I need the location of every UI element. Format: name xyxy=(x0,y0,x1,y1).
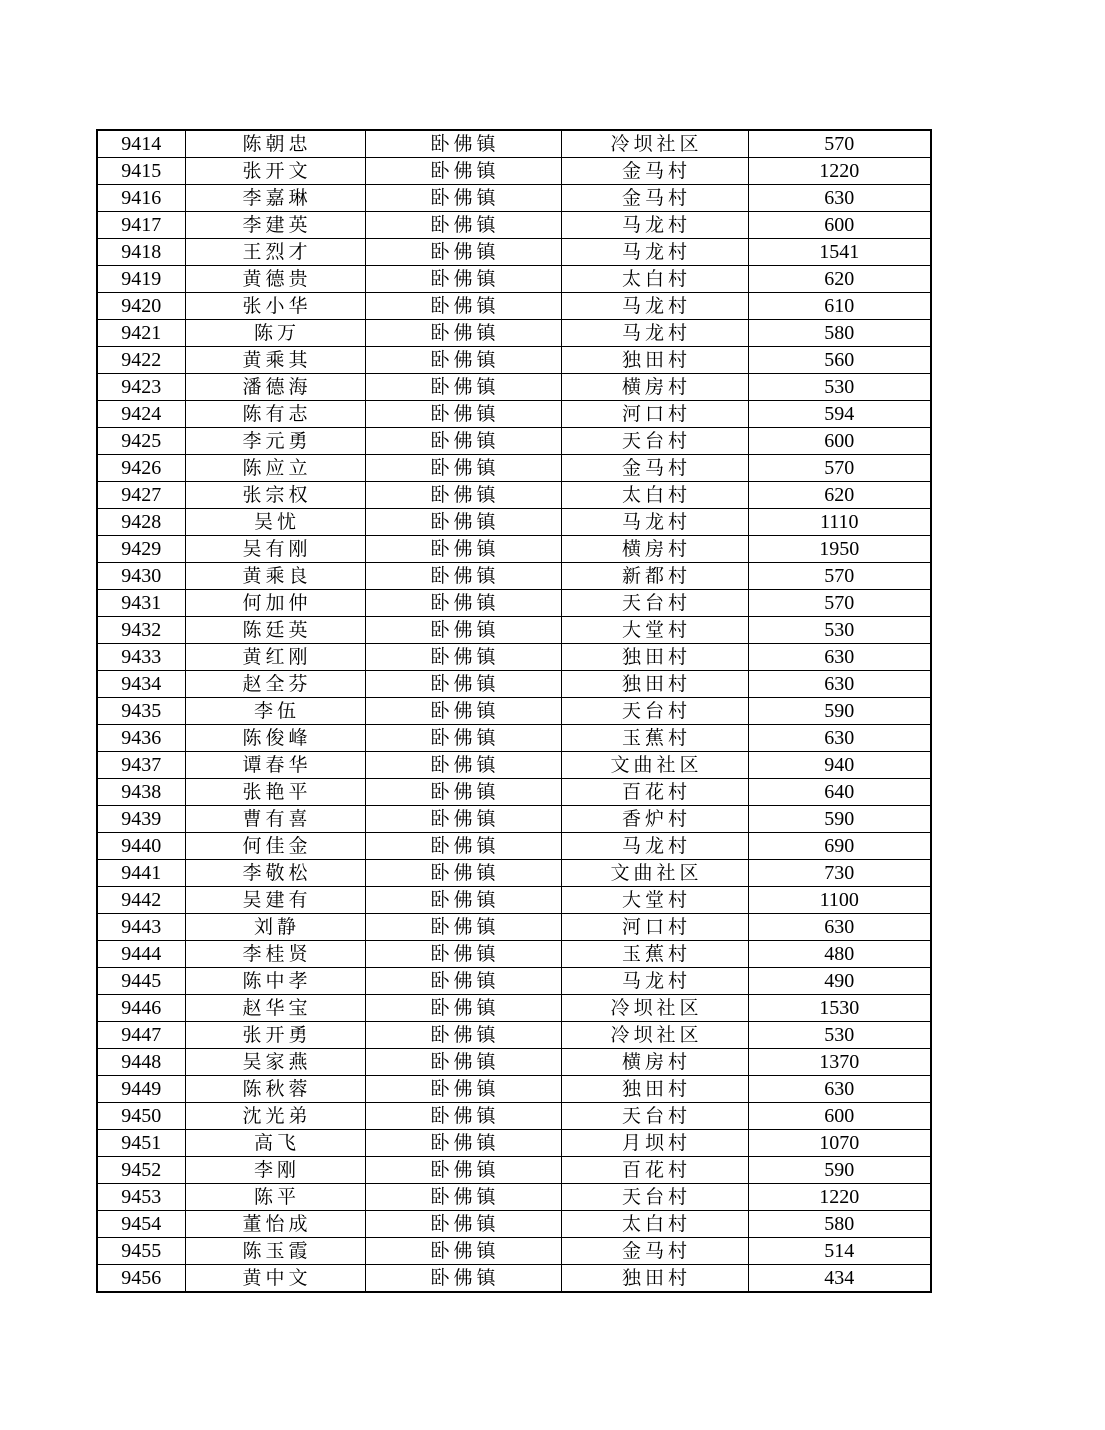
village-cell: 马龙村 xyxy=(561,509,748,536)
village-cell: 河口村 xyxy=(561,914,748,941)
town-cell: 卧佛镇 xyxy=(365,617,561,644)
amount-cell: 610 xyxy=(748,293,931,320)
amount-cell: 570 xyxy=(748,563,931,590)
town-cell: 卧佛镇 xyxy=(365,320,561,347)
town-cell: 卧佛镇 xyxy=(365,1184,561,1211)
id-cell: 9423 xyxy=(97,374,185,401)
id-cell: 9440 xyxy=(97,833,185,860)
table-row xyxy=(97,482,931,509)
id-cell: 9442 xyxy=(97,887,185,914)
amount-cell: 630 xyxy=(748,644,931,671)
id-cell: 9421 xyxy=(97,320,185,347)
name-cell: 吴家燕 xyxy=(185,1049,365,1076)
id-cell: 9417 xyxy=(97,212,185,239)
name-cell: 黄中文 xyxy=(185,1265,365,1293)
village-cell: 天台村 xyxy=(561,698,748,725)
id-cell: 9452 xyxy=(97,1157,185,1184)
amount-cell: 630 xyxy=(748,185,931,212)
table-row xyxy=(97,266,931,293)
id-cell: 9449 xyxy=(97,1076,185,1103)
name-cell: 李敬松 xyxy=(185,860,365,887)
table-row xyxy=(97,968,931,995)
village-cell: 月坝村 xyxy=(561,1130,748,1157)
village-cell: 天台村 xyxy=(561,1103,748,1130)
amount-cell: 620 xyxy=(748,482,931,509)
name-cell: 王烈才 xyxy=(185,239,365,266)
table-row xyxy=(97,1211,931,1238)
id-cell: 9429 xyxy=(97,536,185,563)
id-cell: 9419 xyxy=(97,266,185,293)
town-cell: 卧佛镇 xyxy=(365,1265,561,1293)
table-row xyxy=(97,158,931,185)
table-row xyxy=(97,995,931,1022)
town-cell: 卧佛镇 xyxy=(365,428,561,455)
id-cell: 9445 xyxy=(97,968,185,995)
table-row xyxy=(97,671,931,698)
amount-cell: 600 xyxy=(748,1103,931,1130)
name-cell: 黄德贵 xyxy=(185,266,365,293)
id-cell: 9418 xyxy=(97,239,185,266)
name-cell: 张宗权 xyxy=(185,482,365,509)
amount-cell: 600 xyxy=(748,212,931,239)
town-cell: 卧佛镇 xyxy=(365,266,561,293)
amount-cell: 1220 xyxy=(748,158,931,185)
name-cell: 陈有志 xyxy=(185,401,365,428)
table-row xyxy=(97,590,931,617)
village-cell: 马龙村 xyxy=(561,212,748,239)
village-cell: 冷坝社区 xyxy=(561,995,748,1022)
name-cell: 潘德海 xyxy=(185,374,365,401)
village-cell: 河口村 xyxy=(561,401,748,428)
town-cell: 卧佛镇 xyxy=(365,644,561,671)
town-cell: 卧佛镇 xyxy=(365,509,561,536)
amount-cell: 590 xyxy=(748,698,931,725)
name-cell: 吴忧 xyxy=(185,509,365,536)
table-row xyxy=(97,806,931,833)
table-row xyxy=(97,833,931,860)
town-cell: 卧佛镇 xyxy=(365,158,561,185)
name-cell: 赵全芬 xyxy=(185,671,365,698)
table-row xyxy=(97,1238,931,1265)
id-cell: 9424 xyxy=(97,401,185,428)
town-cell: 卧佛镇 xyxy=(365,374,561,401)
amount-cell: 594 xyxy=(748,401,931,428)
town-cell: 卧佛镇 xyxy=(365,1238,561,1265)
town-cell: 卧佛镇 xyxy=(365,1211,561,1238)
name-cell: 黄红刚 xyxy=(185,644,365,671)
table-row xyxy=(97,563,931,590)
village-cell: 独田村 xyxy=(561,644,748,671)
name-cell: 刘静 xyxy=(185,914,365,941)
amount-cell: 580 xyxy=(748,1211,931,1238)
village-cell: 横房村 xyxy=(561,374,748,401)
amount-cell: 630 xyxy=(748,671,931,698)
id-cell: 9456 xyxy=(97,1265,185,1293)
village-cell: 马龙村 xyxy=(561,239,748,266)
amount-cell: 530 xyxy=(748,374,931,401)
amount-cell: 620 xyxy=(748,266,931,293)
table-row xyxy=(97,1022,931,1049)
id-cell: 9437 xyxy=(97,752,185,779)
name-cell: 陈秋蓉 xyxy=(185,1076,365,1103)
name-cell: 张小华 xyxy=(185,293,365,320)
table-row xyxy=(97,914,931,941)
town-cell: 卧佛镇 xyxy=(365,482,561,509)
name-cell: 李伍 xyxy=(185,698,365,725)
village-cell: 玉蕉村 xyxy=(561,941,748,968)
village-cell: 马龙村 xyxy=(561,968,748,995)
town-cell: 卧佛镇 xyxy=(365,536,561,563)
amount-cell: 730 xyxy=(748,860,931,887)
table-row xyxy=(97,428,931,455)
id-cell: 9436 xyxy=(97,725,185,752)
amount-cell: 600 xyxy=(748,428,931,455)
name-cell: 张开勇 xyxy=(185,1022,365,1049)
table-row xyxy=(97,779,931,806)
town-cell: 卧佛镇 xyxy=(365,1103,561,1130)
town-cell: 卧佛镇 xyxy=(365,914,561,941)
amount-cell: 530 xyxy=(748,617,931,644)
id-cell: 9455 xyxy=(97,1238,185,1265)
amount-cell: 590 xyxy=(748,806,931,833)
name-cell: 陈玉霞 xyxy=(185,1238,365,1265)
name-cell: 董怡成 xyxy=(185,1211,365,1238)
village-cell: 独田村 xyxy=(561,1265,748,1293)
amount-cell: 590 xyxy=(748,1157,931,1184)
village-cell: 玉蕉村 xyxy=(561,725,748,752)
village-cell: 太白村 xyxy=(561,482,748,509)
id-cell: 9435 xyxy=(97,698,185,725)
table-row xyxy=(97,698,931,725)
village-cell: 天台村 xyxy=(561,428,748,455)
village-cell: 百花村 xyxy=(561,779,748,806)
id-cell: 9453 xyxy=(97,1184,185,1211)
town-cell: 卧佛镇 xyxy=(365,1049,561,1076)
id-cell: 9426 xyxy=(97,455,185,482)
name-cell: 曹有喜 xyxy=(185,806,365,833)
roster-table xyxy=(96,129,932,1293)
village-cell: 金马村 xyxy=(561,455,748,482)
table-row xyxy=(97,752,931,779)
town-cell: 卧佛镇 xyxy=(365,779,561,806)
id-cell: 9434 xyxy=(97,671,185,698)
table-row xyxy=(97,212,931,239)
name-cell: 谭春华 xyxy=(185,752,365,779)
town-cell: 卧佛镇 xyxy=(365,455,561,482)
table-row xyxy=(97,293,931,320)
table-row xyxy=(97,1076,931,1103)
village-cell: 太白村 xyxy=(561,1211,748,1238)
id-cell: 9431 xyxy=(97,590,185,617)
village-cell: 马龙村 xyxy=(561,293,748,320)
village-cell: 独田村 xyxy=(561,347,748,374)
id-cell: 9414 xyxy=(97,130,185,158)
town-cell: 卧佛镇 xyxy=(365,1130,561,1157)
id-cell: 9438 xyxy=(97,779,185,806)
town-cell: 卧佛镇 xyxy=(365,401,561,428)
town-cell: 卧佛镇 xyxy=(365,725,561,752)
name-cell: 陈廷英 xyxy=(185,617,365,644)
village-cell: 天台村 xyxy=(561,590,748,617)
id-cell: 9439 xyxy=(97,806,185,833)
id-cell: 9433 xyxy=(97,644,185,671)
id-cell: 9443 xyxy=(97,914,185,941)
name-cell: 高飞 xyxy=(185,1130,365,1157)
name-cell: 何佳金 xyxy=(185,833,365,860)
table-row xyxy=(97,536,931,563)
id-cell: 9415 xyxy=(97,158,185,185)
id-cell: 9441 xyxy=(97,860,185,887)
table-row xyxy=(97,725,931,752)
town-cell: 卧佛镇 xyxy=(365,239,561,266)
id-cell: 9430 xyxy=(97,563,185,590)
table-row xyxy=(97,1184,931,1211)
amount-cell: 580 xyxy=(748,320,931,347)
village-cell: 金马村 xyxy=(561,158,748,185)
id-cell: 9428 xyxy=(97,509,185,536)
name-cell: 陈朝忠 xyxy=(185,130,365,158)
town-cell: 卧佛镇 xyxy=(365,1157,561,1184)
village-cell: 大堂村 xyxy=(561,887,748,914)
name-cell: 吴有刚 xyxy=(185,536,365,563)
name-cell: 李建英 xyxy=(185,212,365,239)
village-cell: 独田村 xyxy=(561,1076,748,1103)
table-row xyxy=(97,130,931,158)
table-row xyxy=(97,617,931,644)
table-row xyxy=(97,1049,931,1076)
name-cell: 黄乘其 xyxy=(185,347,365,374)
amount-cell: 630 xyxy=(748,914,931,941)
village-cell: 新都村 xyxy=(561,563,748,590)
amount-cell: 570 xyxy=(748,455,931,482)
table-row xyxy=(97,1103,931,1130)
amount-cell: 940 xyxy=(748,752,931,779)
village-cell: 横房村 xyxy=(561,536,748,563)
amount-cell: 1370 xyxy=(748,1049,931,1076)
name-cell: 陈万 xyxy=(185,320,365,347)
amount-cell: 434 xyxy=(748,1265,931,1293)
table-row xyxy=(97,509,931,536)
amount-cell: 514 xyxy=(748,1238,931,1265)
table-row xyxy=(97,347,931,374)
amount-cell: 630 xyxy=(748,1076,931,1103)
village-cell: 大堂村 xyxy=(561,617,748,644)
town-cell: 卧佛镇 xyxy=(365,995,561,1022)
village-cell: 马龙村 xyxy=(561,833,748,860)
village-cell: 文曲社区 xyxy=(561,860,748,887)
id-cell: 9432 xyxy=(97,617,185,644)
amount-cell: 480 xyxy=(748,941,931,968)
table-row xyxy=(97,185,931,212)
amount-cell: 1070 xyxy=(748,1130,931,1157)
town-cell: 卧佛镇 xyxy=(365,752,561,779)
id-cell: 9448 xyxy=(97,1049,185,1076)
name-cell: 何加仲 xyxy=(185,590,365,617)
village-cell: 文曲社区 xyxy=(561,752,748,779)
town-cell: 卧佛镇 xyxy=(365,833,561,860)
id-cell: 9446 xyxy=(97,995,185,1022)
table-row xyxy=(97,1265,931,1293)
table-row xyxy=(97,887,931,914)
id-cell: 9422 xyxy=(97,347,185,374)
village-cell: 冷坝社区 xyxy=(561,130,748,158)
name-cell: 李嘉琳 xyxy=(185,185,365,212)
town-cell: 卧佛镇 xyxy=(365,941,561,968)
name-cell: 吴建有 xyxy=(185,887,365,914)
amount-cell: 530 xyxy=(748,1022,931,1049)
village-cell: 金马村 xyxy=(561,185,748,212)
town-cell: 卧佛镇 xyxy=(365,293,561,320)
amount-cell: 1530 xyxy=(748,995,931,1022)
id-cell: 9427 xyxy=(97,482,185,509)
town-cell: 卧佛镇 xyxy=(365,671,561,698)
amount-cell: 570 xyxy=(748,590,931,617)
village-cell: 天台村 xyxy=(561,1184,748,1211)
amount-cell: 1220 xyxy=(748,1184,931,1211)
name-cell: 李刚 xyxy=(185,1157,365,1184)
table-row xyxy=(97,1157,931,1184)
table-row xyxy=(97,644,931,671)
id-cell: 9454 xyxy=(97,1211,185,1238)
town-cell: 卧佛镇 xyxy=(365,563,561,590)
amount-cell: 630 xyxy=(748,725,931,752)
id-cell: 9450 xyxy=(97,1103,185,1130)
roster-table-body xyxy=(97,130,931,1292)
amount-cell: 690 xyxy=(748,833,931,860)
table-row xyxy=(97,941,931,968)
name-cell: 李元勇 xyxy=(185,428,365,455)
amount-cell: 1541 xyxy=(748,239,931,266)
town-cell: 卧佛镇 xyxy=(365,212,561,239)
id-cell: 9444 xyxy=(97,941,185,968)
town-cell: 卧佛镇 xyxy=(365,860,561,887)
village-cell: 百花村 xyxy=(561,1157,748,1184)
table-row xyxy=(97,455,931,482)
table-row xyxy=(97,320,931,347)
id-cell: 9416 xyxy=(97,185,185,212)
village-cell: 金马村 xyxy=(561,1238,748,1265)
name-cell: 李桂贤 xyxy=(185,941,365,968)
name-cell: 张开文 xyxy=(185,158,365,185)
name-cell: 陈俊峰 xyxy=(185,725,365,752)
table-row xyxy=(97,401,931,428)
amount-cell: 1100 xyxy=(748,887,931,914)
table-row xyxy=(97,374,931,401)
village-cell: 横房村 xyxy=(561,1049,748,1076)
name-cell: 陈应立 xyxy=(185,455,365,482)
town-cell: 卧佛镇 xyxy=(365,1076,561,1103)
town-cell: 卧佛镇 xyxy=(365,590,561,617)
amount-cell: 560 xyxy=(748,347,931,374)
table-row xyxy=(97,239,931,266)
name-cell: 黄乘良 xyxy=(185,563,365,590)
id-cell: 9420 xyxy=(97,293,185,320)
name-cell: 沈光弟 xyxy=(185,1103,365,1130)
village-cell: 冷坝社区 xyxy=(561,1022,748,1049)
table-row xyxy=(97,1130,931,1157)
amount-cell: 570 xyxy=(748,130,931,158)
id-cell: 9447 xyxy=(97,1022,185,1049)
name-cell: 赵华宝 xyxy=(185,995,365,1022)
name-cell: 张艳平 xyxy=(185,779,365,806)
town-cell: 卧佛镇 xyxy=(365,698,561,725)
amount-cell: 1950 xyxy=(748,536,931,563)
village-cell: 独田村 xyxy=(561,671,748,698)
id-cell: 9451 xyxy=(97,1130,185,1157)
village-cell: 马龙村 xyxy=(561,320,748,347)
village-cell: 香炉村 xyxy=(561,806,748,833)
amount-cell: 1110 xyxy=(748,509,931,536)
town-cell: 卧佛镇 xyxy=(365,1022,561,1049)
village-cell: 太白村 xyxy=(561,266,748,293)
id-cell: 9425 xyxy=(97,428,185,455)
name-cell: 陈中孝 xyxy=(185,968,365,995)
town-cell: 卧佛镇 xyxy=(365,347,561,374)
town-cell: 卧佛镇 xyxy=(365,130,561,158)
name-cell: 陈平 xyxy=(185,1184,365,1211)
town-cell: 卧佛镇 xyxy=(365,887,561,914)
amount-cell: 490 xyxy=(748,968,931,995)
town-cell: 卧佛镇 xyxy=(365,185,561,212)
table-row xyxy=(97,860,931,887)
town-cell: 卧佛镇 xyxy=(365,806,561,833)
amount-cell: 640 xyxy=(748,779,931,806)
town-cell: 卧佛镇 xyxy=(365,968,561,995)
